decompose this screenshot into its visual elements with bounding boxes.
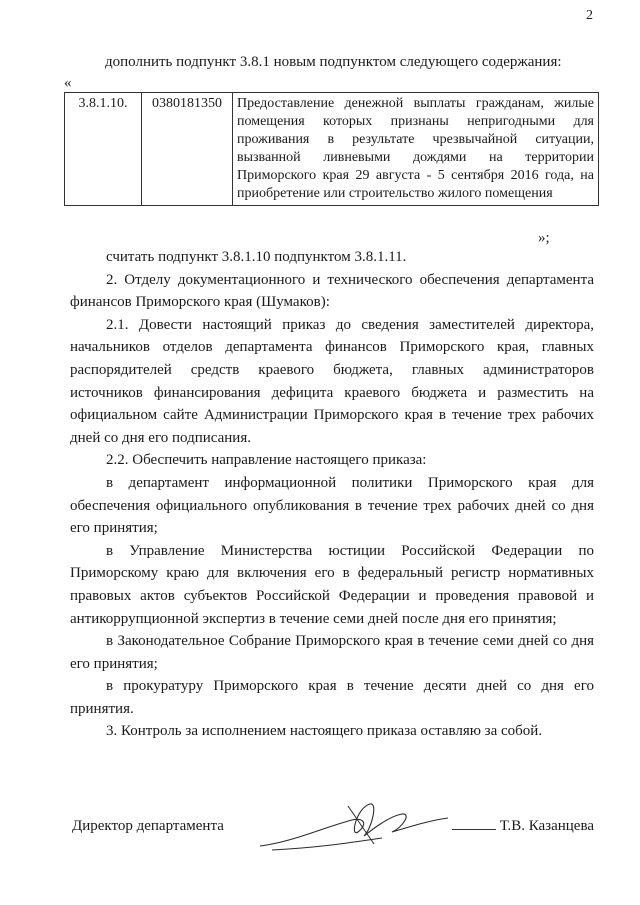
intro-text: дополнить подпункт 3.8.1 новым подпунктом следующего содержания: [105, 54, 562, 70]
close-quote: »; [538, 230, 550, 246]
paragraph-recipient-assembly: в Законодательное Собрание Приморского края в течение семи дней со дня его принятия; [70, 633, 594, 672]
table-row [65, 93, 599, 206]
paragraph-recipient-justice: в Управление Министерства юстиции Российской Федерации по Приморскому краю для включения его в федеральный регистр нормативных правовых актов субъектов Российской Федерации и проведения правовой и антикоррупционной экспертиз в течение семи дней после дня его принятия; [70, 542, 594, 627]
paragraph-recipient-prosecutor: в прокуратуру Приморского края в течение десяти дней со дня его принятия. [70, 678, 594, 717]
signature-line [452, 829, 496, 830]
paragraph-item-3: 3. Контроль за исполнением настоящего приказа оставляю за собой. [106, 723, 543, 740]
subitem-description: Предоставление денежной выплаты гражданам, жилые помещения которых признаны непригодными для проживания в результате чрезвычайной ситуации, вызванной ливневыми дождями на территории Приморского края 29 августа - 5 сентября 2016 года, на приобретение или строительство жилого помещения [233, 93, 599, 206]
subitem-number: 3.8.1.10. [65, 93, 142, 206]
signatory-title: Директор департамента [72, 818, 224, 834]
paragraph-item-2-2: 2.2. Обеспечить направление настоящего приказа: [106, 452, 427, 469]
budget-code: 0380181350 [142, 93, 233, 206]
handwritten-signature [252, 798, 452, 854]
paragraph-item-2: 2. Отделу документационного и технического обеспечения департамента финансов Приморского края (Шумаков): [70, 271, 594, 311]
amendment-table [64, 92, 599, 206]
signature-block [72, 818, 594, 844]
paragraph-recipient-info-policy: в департамент информационной политики Приморского края для обеспечения официального опубликования в течение трех рабочих дней со дня его принятия; [70, 474, 594, 537]
signatory-name: Т.В. Казанцева [499, 818, 594, 834]
paragraph-renumber: считать подпункт 3.8.1.10 подпунктом 3.8.1.11. [106, 249, 407, 265]
open-quote: « [64, 75, 72, 91]
page-number: 2 [586, 8, 593, 23]
document-body [70, 246, 594, 743]
paragraph-item-2-1: 2.1. Довести настоящий приказ до сведения заместителей директора, начальников отделов департамента финансов Приморского края, главных распорядителей средств краевого бюджета, главных администраторов источников финансирования дефицита краевого бюджета и разместить на официальном сайте Администрации Приморского края в течение трех рабочих дней со дня его подписания. [70, 316, 594, 446]
